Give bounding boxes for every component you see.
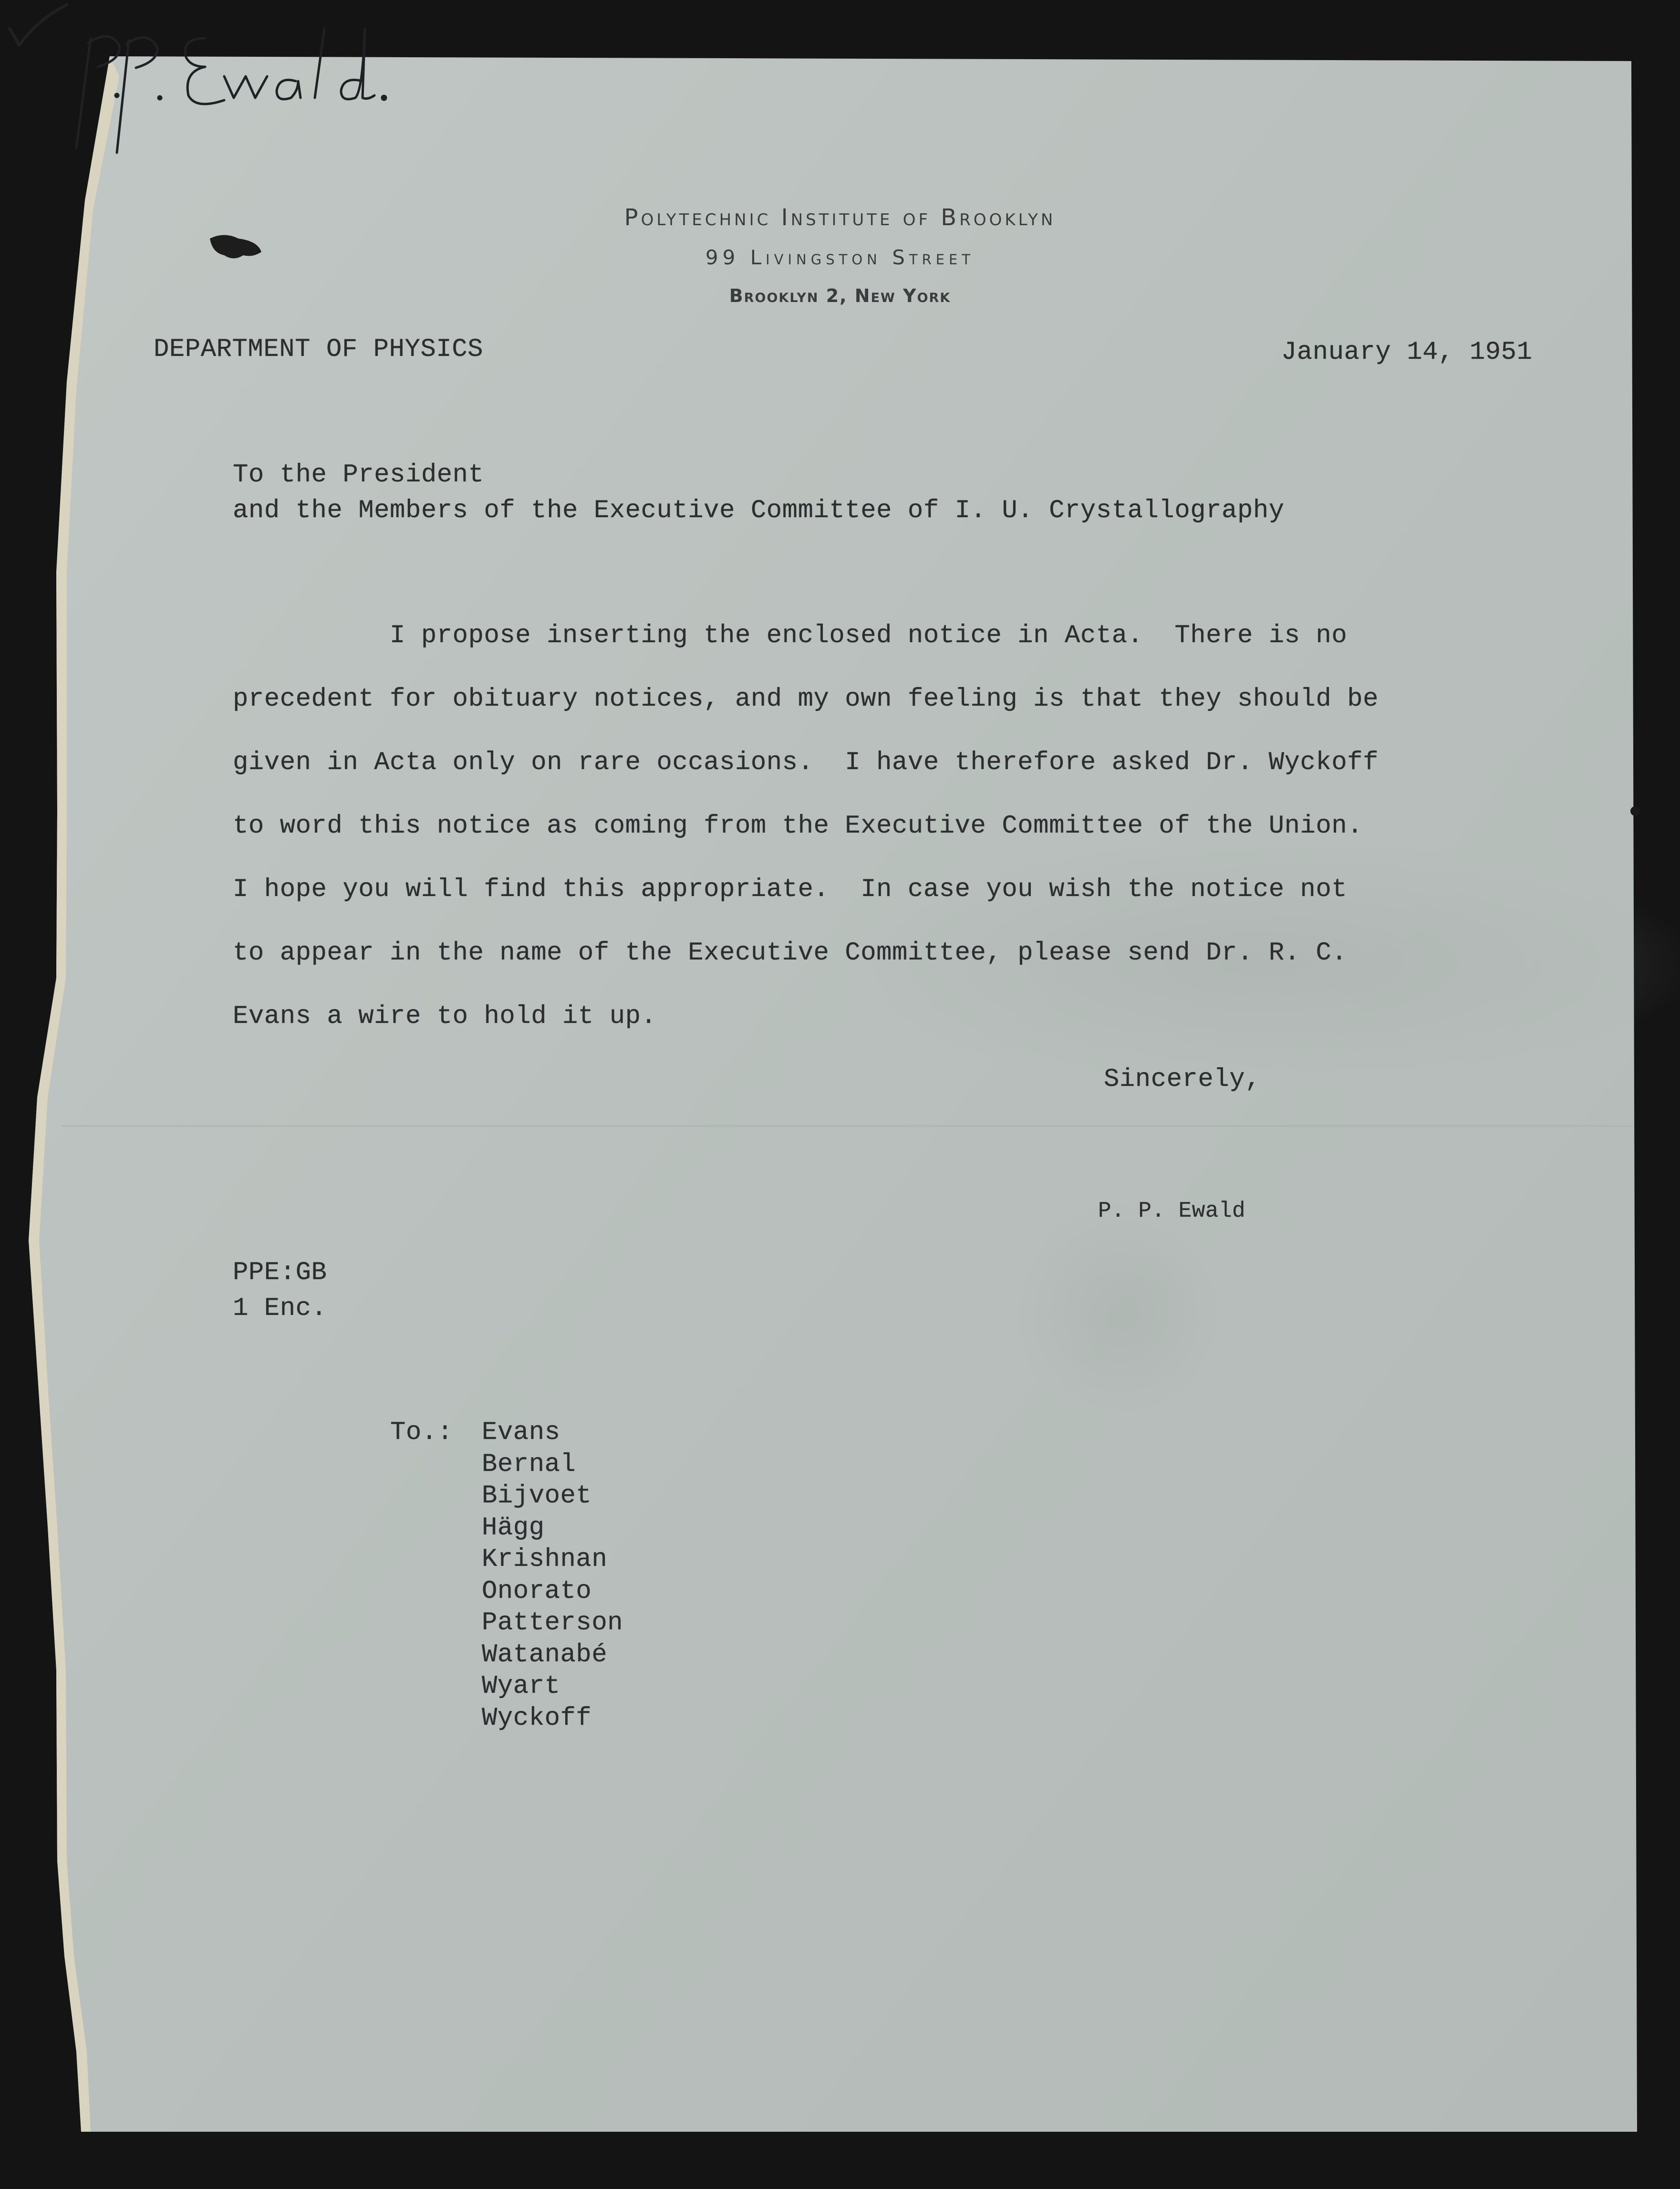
department-label: DEPARTMENT OF PHYSICS	[154, 335, 484, 364]
recipient-name: Krishnan	[482, 1545, 608, 1574]
letter-date: January 14, 1951	[1281, 338, 1533, 367]
recipient-name: Bernal	[482, 1449, 576, 1479]
letterhead-street: 99 Livingston Street	[705, 246, 975, 269]
recipient-name: Wyart	[482, 1672, 560, 1701]
body-line: to appear in the name of the Executive Committee, please send Dr. R. C.	[233, 938, 1348, 968]
body-line: precedent for obituary notices, and my own feeling is that they should be	[233, 685, 1379, 714]
recipient-name: Watanabé	[482, 1640, 608, 1669]
letterhead-city: Brooklyn 2, New York	[729, 285, 951, 306]
recipient-name: Evans	[482, 1418, 560, 1447]
edge-nick	[1630, 806, 1640, 816]
body-line: I propose inserting the enclosed notice in Acta. There is no	[233, 621, 1348, 650]
recipient-name: Bijvoet	[482, 1481, 592, 1511]
salutation-line: and the Members of the Executive Committee of I. U. Crystallography	[233, 496, 1285, 525]
recipient-name: Wyckoff	[482, 1703, 592, 1733]
recipient-name: Hägg	[482, 1513, 545, 1543]
reference-initials: PPE:GB	[233, 1258, 327, 1287]
signer-typed-name: P. P. Ewald	[1098, 1199, 1246, 1223]
checkmark-icon	[0, 0, 76, 52]
letterhead-institution: Polytechnic Institute of Brooklyn	[624, 204, 1056, 231]
body-line: Evans a wire to hold it up.	[233, 1002, 657, 1031]
closing: Sincerely,	[1104, 1065, 1261, 1094]
show-through-stain	[1016, 1202, 1226, 1422]
body-line: given in Acta only on rare occasions. I have therefore asked Dr. Wyckoff	[233, 748, 1379, 777]
recipient-name: Patterson	[482, 1608, 623, 1637]
recipient-name: Onorato	[482, 1576, 592, 1606]
body-line: to word this notice as coming from the Executive Committee of the Union.	[233, 812, 1363, 841]
salutation-line: To the President	[233, 460, 484, 490]
enclosure-note: 1 Enc.	[233, 1294, 327, 1323]
distribution-label: To.:	[390, 1418, 453, 1447]
body-line: I hope you will find this appropriate. In case you wish the notice not	[233, 875, 1348, 904]
